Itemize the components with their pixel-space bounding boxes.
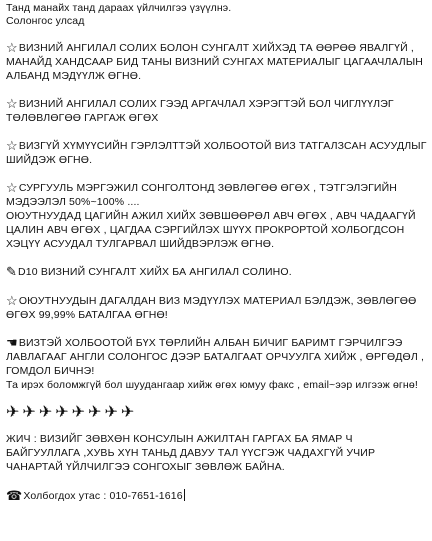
service-visa-extension [6, 41, 430, 83]
star-icon: ☆ [6, 96, 18, 111]
service-visa-category-plan [6, 97, 430, 125]
service-text: ОЮУТНУУДЫН ДАГАЛДАН ВИЗ МЭДҮҮЛЭХ МАТЕРИАЛ БЭЛДЭЖ, ЗӨВЛӨГӨӨ ӨГӨХ 99,99% БАТАЛГАА ӨГНӨ! [6, 295, 417, 321]
intro-line-2: Солонгос улсад [6, 15, 85, 27]
service-marriage-visa [6, 139, 430, 167]
star-icon: ☆ [6, 138, 18, 153]
airplane-icons-row: ✈✈✈✈✈✈✈✈ [6, 404, 138, 421]
service-student-dependent-visa [6, 294, 430, 322]
service-text: D10 ВИЗНИЙ СУНГАЛТ ХИЙХ БА АНГИЛАЛ СОЛИНО. [18, 266, 292, 278]
service-text: ВИЗНИЙ АНГИЛАЛ СОЛИХ ГЭЭД АРГАЧЛАЛ ХЭРЭГТЭЙ БОЛ ЧИГЛҮҮЛЭГ ТӨЛӨВЛӨГӨӨ ГАРГАЖ ӨГӨХ [6, 98, 394, 124]
service-text: ВИЗНИЙ АНГИЛАЛ СОЛИХ БОЛОН СУНГАЛТ ХИЙХЭД ТА ӨӨРӨӨ ЯВАЛГҮЙ , МАНАЙД ХАНДСААР БИД ТАНЫ ВИЗНИЙ СУНГАХ МАТЕРИАЛЫГ ЦАГААЧЛАЛЫН АЛБАНД МЭДҮҮЛЖ ӨГНӨ. [6, 42, 424, 82]
document [6, 2, 430, 503]
pencil-icon: ✎ [6, 264, 18, 279]
service-d10-visa [6, 265, 430, 279]
star-icon: ☆ [6, 293, 18, 308]
contact-phone: Холбогдох утас : 010-7651-1616 [23, 490, 183, 502]
contact-line [6, 489, 430, 503]
service-translation [6, 336, 430, 392]
service-school-advice [6, 181, 430, 251]
text-cursor [184, 489, 185, 501]
intro-line-1: Танд манайх танд дараах үйлчилгээ үзүүлнэ. [6, 2, 232, 14]
telephone-icon: ☎ [6, 488, 23, 503]
service-text: ВИЗТЭЙ ХОЛБООТОЙ БҮХ ТӨРЛИЙН АЛБАН БИЧИГ БАРИМТ ГЭРЧИЛГЭЭ ЛАВЛАГААГ АНГЛИ СОЛОНГОС ДЭЭР БАТАЛГААТ ОРЧУУЛГА ХИЙЖ , ӨРГӨДӨЛ , ГОМДОЛ БИЧНЭ! Та ирэх боломжгүй бол шуудангаар хийж өгөх юмуу факс , email~ээр илгээж өгнө! [6, 337, 425, 391]
star-icon: ☆ [6, 40, 18, 55]
service-text: ВИЗГҮЙ ХҮМҮҮСИЙН ГЭРЛЭЛТТЭЙ ХОЛБООТОЙ ВИЗ ТАТГАЛЗСАН АСУУДЛЫГ ШИЙДЭЖ ӨГНӨ. [6, 140, 427, 166]
star-icon: ☆ [6, 180, 18, 195]
service-text: СУРГУУЛЬ МЭРГЭЖИЛ СОНГОЛТОНД ЗӨВЛӨГӨӨ ӨГӨХ , ТЭТГЭЛЭГИЙН МЭДЭЭЛЭЛ 50%~100% .... ОЮУТНУУДАД ЦАГИЙН АЖИЛ ХИЙХ ЗӨВШӨӨРӨЛ АВЧ ӨГӨХ , АВЧ ЧАДААГҮЙ ЦАЛИН АВЧ ӨГӨХ , ЦАГДАА СЭРГИЙЛЭХ ШҮҮХ ПРОКРОРТОЙ ХОЛБОГДСОН ХЭЦҮҮ АСУУДАЛ ТУЛГАРВАЛ ШИЙДВЭРЛЭЖ ӨГНӨ. [6, 182, 416, 250]
pointing-hand-icon: ☚ [6, 335, 18, 350]
intro [6, 2, 430, 28]
note: ЖИЧ : ВИЗИЙГ ЗӨВХӨН КОНСУЛЫН АЖИЛТАН ГАРГАХ БА ЯМАР Ч БАЙГУУЛЛАГА ,ХУВЬ ХҮН ТАНЬД ДАВУУ ТАЛ ҮҮСГЭЖ ЧАДАХГҮЙ УЧИР ЧАНАРТАЙ ҮЙЛЧИЛГЭЭ СОНГОХЫГ ЗӨВЛӨЖ БАЙНА. [6, 433, 376, 473]
